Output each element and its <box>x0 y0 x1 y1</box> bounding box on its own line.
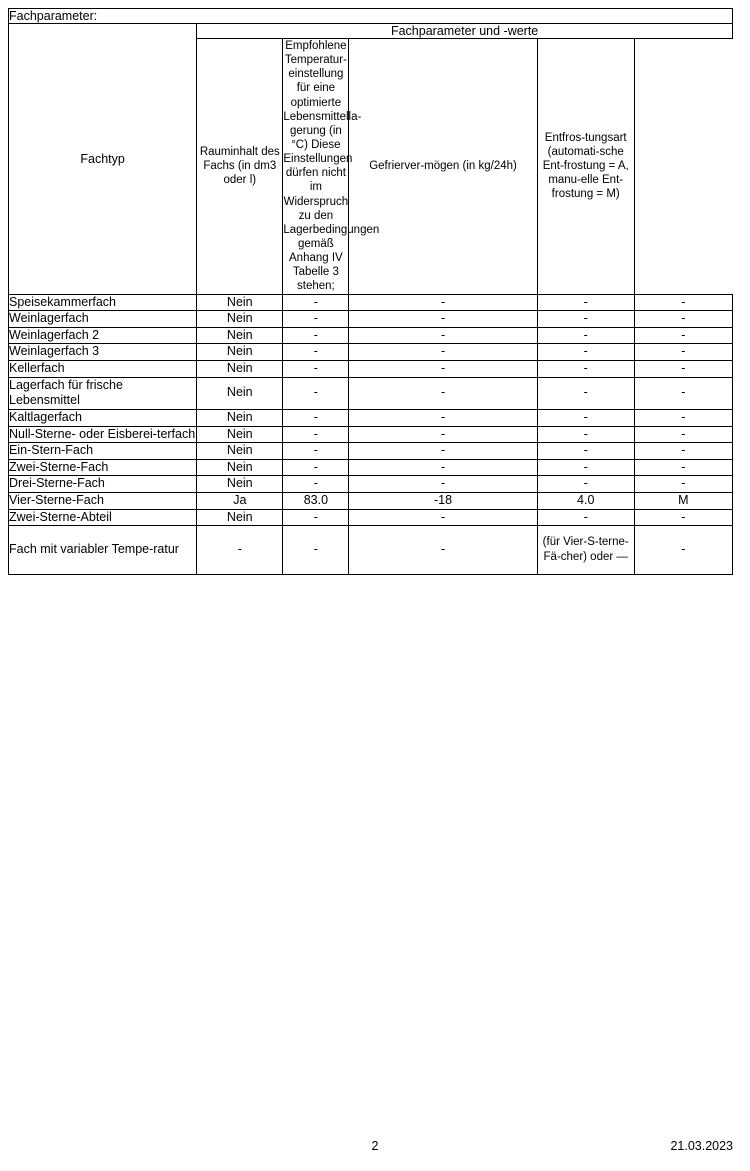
cell-rauminhalt: - <box>283 344 349 361</box>
cell-temperatur: - <box>349 526 537 575</box>
cell-rauminhalt: - <box>283 311 349 328</box>
cell-gefriervermoegen: - <box>537 361 634 378</box>
cell-rauminhalt: - <box>283 409 349 426</box>
fachparameter-table <box>8 8 733 575</box>
table-row <box>9 426 733 443</box>
cell-gefriervermoegen: - <box>537 311 634 328</box>
cell-temperatur: - <box>349 443 537 460</box>
cell-fachtyp: Weinlagerfach 2 <box>9 327 197 344</box>
cell-temperatur: - <box>349 361 537 378</box>
cell-rauminhalt: - <box>283 294 349 311</box>
cell-entfrostung: - <box>634 509 732 526</box>
cell-entfrostung: - <box>634 476 732 493</box>
column-header-entfrostungsart: Entfros-tungsart (automati-sche Ent-frostung = A, manu-elle Ent-frostung = M) <box>537 39 634 295</box>
cell-entfrostung: - <box>634 294 732 311</box>
table-group-header-row <box>9 24 733 39</box>
table-row <box>9 327 733 344</box>
table-title: Fachparameter: <box>9 9 733 24</box>
cell-vorhanden: Nein <box>197 459 283 476</box>
table-row <box>9 443 733 460</box>
cell-temperatur: - <box>349 327 537 344</box>
column-header-rauminhalt: Rauminhalt des Fachs (in dm3 oder l) <box>197 39 283 295</box>
cell-gefriervermoegen: (für Vier-S-terne-Fä-cher) oder — <box>537 526 634 575</box>
cell-gefriervermoegen: - <box>537 426 634 443</box>
cell-entfrostung: - <box>634 344 732 361</box>
cell-temperatur: - <box>349 294 537 311</box>
cell-entfrostung: - <box>634 327 732 344</box>
cell-fachtyp: Ein-Stern-Fach <box>9 443 197 460</box>
cell-rauminhalt: - <box>283 526 349 575</box>
cell-gefriervermoegen: - <box>537 476 634 493</box>
cell-vorhanden: Nein <box>197 294 283 311</box>
cell-fachtyp: Zwei-Sterne-Fach <box>9 459 197 476</box>
cell-temperatur: - <box>349 426 537 443</box>
table-row <box>9 311 733 328</box>
table-row <box>9 344 733 361</box>
table-row <box>9 509 733 526</box>
table-title-row <box>9 9 733 24</box>
cell-gefriervermoegen: - <box>537 443 634 460</box>
cell-entfrostung: - <box>634 526 732 575</box>
footer-page-number: 2 <box>371 1139 379 1153</box>
cell-rauminhalt: - <box>283 377 349 409</box>
cell-gefriervermoegen: - <box>537 459 634 476</box>
cell-gefriervermoegen: - <box>537 344 634 361</box>
cell-temperatur: - <box>349 377 537 409</box>
cell-rauminhalt: - <box>283 361 349 378</box>
cell-temperatur: - <box>349 509 537 526</box>
cell-rauminhalt: - <box>283 509 349 526</box>
column-header-temperatur: Empfohlene Temperatur-einstellung für eine optimierte Lebensmittella-gerung (in °C) Diese Einstellungen dürfen nicht im Widerspruch zu den Lagerbedingungen gemäß Anhang IV Tabelle 3 stehen; <box>283 40 380 293</box>
table-row <box>9 294 733 311</box>
cell-gefriervermoegen: - <box>537 409 634 426</box>
cell-rauminhalt: - <box>283 459 349 476</box>
table-row <box>9 526 733 575</box>
cell-entfrostung: - <box>634 361 732 378</box>
cell-gefriervermoegen: - <box>537 509 634 526</box>
cell-fachtyp: Zwei-Sterne-Abteil <box>9 509 197 526</box>
table-row <box>9 459 733 476</box>
cell-entfrostung: - <box>634 459 732 476</box>
cell-vorhanden: Nein <box>197 443 283 460</box>
cell-gefriervermoegen: - <box>537 377 634 409</box>
cell-temperatur: - <box>349 311 537 328</box>
cell-vorhanden: Nein <box>197 327 283 344</box>
cell-vorhanden: Nein <box>197 361 283 378</box>
cell-fachtyp: Kellerfach <box>9 361 197 378</box>
cell-temperatur: - <box>349 459 537 476</box>
cell-temperatur: - <box>349 344 537 361</box>
cell-gefriervermoegen: 4.0 <box>537 493 634 510</box>
cell-rauminhalt: - <box>283 476 349 493</box>
cell-temperatur: - <box>349 476 537 493</box>
cell-fachtyp: Speisekammerfach <box>9 294 197 311</box>
cell-rauminhalt: - <box>283 426 349 443</box>
cell-vorhanden: - <box>197 526 283 575</box>
cell-rauminhalt: - <box>283 443 349 460</box>
cell-rauminhalt: - <box>283 327 349 344</box>
cell-entfrostung: - <box>634 377 732 409</box>
cell-fachtyp: Fach mit variabler Tempe-ratur <box>9 526 197 575</box>
cell-fachtyp: Lagerfach für frische Lebensmittel <box>9 377 197 409</box>
cell-rauminhalt: 83.0 <box>283 493 349 510</box>
cell-vorhanden: Nein <box>197 426 283 443</box>
table-row <box>9 377 733 409</box>
table-row <box>9 476 733 493</box>
cell-gefriervermoegen: - <box>537 327 634 344</box>
cell-temperatur: - <box>349 409 537 426</box>
cell-temperatur: -18 <box>349 493 537 510</box>
cell-vorhanden: Nein <box>197 377 283 409</box>
column-group-header: Fachparameter und -werte <box>197 24 733 39</box>
cell-vorhanden: Nein <box>197 344 283 361</box>
cell-entfrostung: - <box>634 443 732 460</box>
footer-date: 21.03.2023 <box>670 1139 733 1153</box>
table-row <box>9 361 733 378</box>
cell-vorhanden: Nein <box>197 476 283 493</box>
cell-vorhanden: Nein <box>197 509 283 526</box>
cell-entfrostung: - <box>634 409 732 426</box>
column-header-gefriervermoegen: Gefrierver-mögen (in kg/24h) <box>349 39 537 295</box>
cell-gefriervermoegen: - <box>537 294 634 311</box>
cell-vorhanden: Nein <box>197 311 283 328</box>
page-footer <box>8 1139 742 1157</box>
cell-fachtyp: Weinlagerfach 3 <box>9 344 197 361</box>
cell-fachtyp: Vier-Sterne-Fach <box>9 493 197 510</box>
table-row <box>9 409 733 426</box>
cell-entfrostung: - <box>634 426 732 443</box>
column-header-fachtyp: Fachtyp <box>9 24 197 295</box>
cell-entfrostung: - <box>634 311 732 328</box>
cell-fachtyp: Kaltlagerfach <box>9 409 197 426</box>
cell-vorhanden: Nein <box>197 409 283 426</box>
cell-entfrostung: M <box>634 493 732 510</box>
cell-fachtyp: Drei-Sterne-Fach <box>9 476 197 493</box>
cell-vorhanden: Ja <box>197 493 283 510</box>
table-row <box>9 493 733 510</box>
cell-fachtyp: Null-Sterne- oder Eisberei-terfach <box>9 426 197 443</box>
cell-fachtyp: Weinlagerfach <box>9 311 197 328</box>
